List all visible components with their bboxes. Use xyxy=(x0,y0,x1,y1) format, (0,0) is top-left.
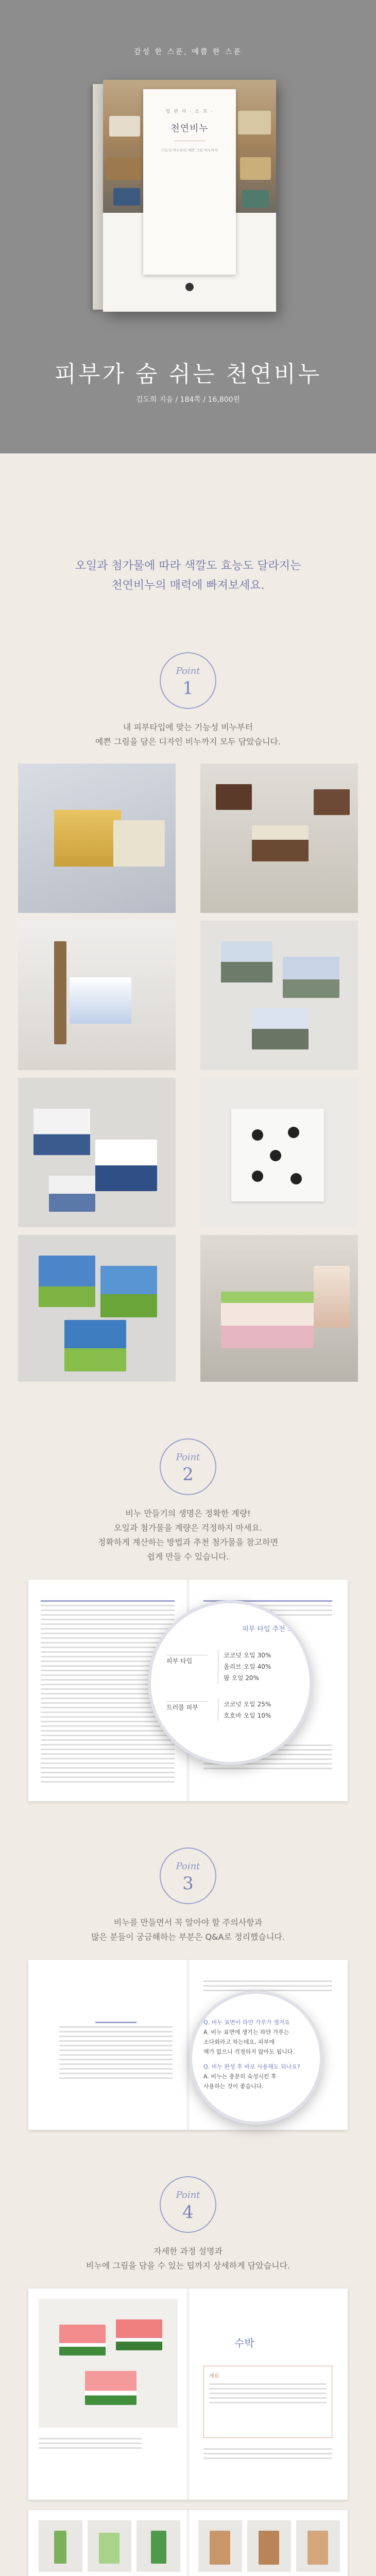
soap-bar xyxy=(221,1292,314,1348)
text-line xyxy=(203,2453,332,2454)
point-number: 1 xyxy=(182,678,194,699)
zoom-row: 코코넛 오일 30% xyxy=(224,1652,271,1659)
soap-bar xyxy=(216,784,252,810)
cover-title-card xyxy=(143,89,236,275)
point-number: 2 xyxy=(182,1464,194,1485)
text-line xyxy=(203,1980,332,1982)
table-line xyxy=(41,1772,175,1773)
table-line xyxy=(41,1628,175,1630)
spread-gutter xyxy=(187,2510,189,2576)
book-spread-process xyxy=(28,2289,348,2500)
table-line xyxy=(41,1767,175,1769)
left-page-caption xyxy=(39,2438,142,2452)
text-line xyxy=(59,2036,173,2037)
soap-dot xyxy=(290,1173,302,1184)
text-line xyxy=(59,2068,173,2070)
zoom-row: 팜 오일 20% xyxy=(224,1674,260,1682)
zoom-row: 피부 타입 추천 오일 xyxy=(242,1625,300,1633)
answer-text: 해가 없으니 걱정하지 않아도 됩니다. xyxy=(203,2048,295,2055)
answer-text: A. 비누는 충분히 숙성시킨 후 xyxy=(203,2073,277,2080)
text-line xyxy=(203,1768,332,1769)
soap-bar xyxy=(39,1256,95,1307)
table-line xyxy=(41,1642,175,1643)
table-line xyxy=(41,1725,175,1727)
soap-bar xyxy=(70,977,131,1024)
soap-bar xyxy=(252,1008,309,1049)
publisher-logo-icon xyxy=(185,283,194,291)
text-line xyxy=(95,2022,136,2023)
intro-section xyxy=(0,453,376,596)
soap-bar xyxy=(95,1140,157,1191)
answer-text: 사용하는 것이 좋습니다. xyxy=(203,2083,264,2090)
soap-bar xyxy=(314,1266,350,1328)
soap-bar xyxy=(151,2531,166,2564)
point-description-line: 비누에 그림을 담을 수 있는 팁까지 상세하게 담았습니다. xyxy=(86,2261,290,2270)
point-description-line: 자세한 과정 설명과 xyxy=(153,2246,223,2256)
soap-bar xyxy=(64,1320,126,1371)
table-line xyxy=(41,1776,175,1778)
point-number: 4 xyxy=(182,2202,194,2223)
soap-dot xyxy=(288,1127,299,1138)
magnifier-zoom xyxy=(148,1600,313,1765)
soap-photo xyxy=(200,1235,358,1382)
magnifier-zoom xyxy=(189,1991,323,2125)
text-line xyxy=(209,2383,327,2385)
point-description xyxy=(0,1506,376,1564)
intro-line-2: 천연비누의 매력에 빠져보세요. xyxy=(111,579,265,592)
point-3-section xyxy=(0,1848,376,2130)
answer-text: 소다회라고 하는데요, 피부에 xyxy=(203,2039,275,2045)
soap-bar xyxy=(113,820,165,867)
text-line xyxy=(203,2458,332,2459)
book-spread-measurement xyxy=(28,1580,348,1801)
soap-dot xyxy=(270,1150,281,1161)
text-line xyxy=(203,1985,332,1987)
table-line xyxy=(41,1744,175,1745)
book-spread-qna xyxy=(28,1960,348,2130)
step-photo xyxy=(136,2520,180,2572)
step-photo xyxy=(296,2520,340,2572)
table-line xyxy=(41,1753,175,1755)
soap-bar xyxy=(100,1266,157,1317)
soap-photo xyxy=(18,921,176,1070)
text-line xyxy=(203,1990,332,1991)
answer-text: A. 비누 표면에 생기는 하얀 가루는 xyxy=(203,2029,289,2036)
cover-kicker: 일 관 리 · 소 프 · xyxy=(165,109,214,114)
soap-bar xyxy=(314,789,350,815)
soap-bar xyxy=(307,2531,328,2565)
text-line xyxy=(203,2448,332,2450)
soap-bar xyxy=(283,957,339,998)
point-description xyxy=(0,1916,376,1944)
hero-tagline: 감성 한 스푼, 예쁨 한 스푼 xyxy=(134,48,242,56)
cover-subtitle: 기능성 비누부터 예쁜 그림 비누까지 xyxy=(161,148,218,152)
point-description-line: 예쁜 그림을 담은 디자인 비누까지 모두 담았습니다. xyxy=(95,737,281,747)
text-line xyxy=(59,2054,173,2056)
soap-photo xyxy=(18,1078,176,1227)
table-line xyxy=(41,1749,175,1750)
point-description-line: 내 피부타입에 맞는 기능성 비누부터 xyxy=(123,722,253,732)
point-2-section xyxy=(0,1438,376,1801)
table-line xyxy=(41,1647,175,1648)
soap-bar xyxy=(59,2325,106,2355)
soap-bar xyxy=(49,1176,95,1212)
cover-soap xyxy=(238,111,271,134)
text-line xyxy=(59,2031,173,2032)
text-line xyxy=(59,2026,173,2028)
point-number: 3 xyxy=(182,1873,194,1894)
soap-photo-grid xyxy=(0,764,376,1382)
point-description xyxy=(0,2244,376,2273)
point-4-section xyxy=(0,2176,376,2576)
zoom-row: 호호바 오일 10% xyxy=(224,1712,271,1719)
point-badge xyxy=(160,652,216,709)
spread-gutter xyxy=(187,2289,189,2500)
text-line xyxy=(59,2059,173,2060)
book-meta: 김도희 지음 / 184쪽 / 16,800원 xyxy=(135,396,241,404)
soap-bar xyxy=(259,2531,279,2565)
recipe-title: 수박 xyxy=(234,2337,254,2349)
question-text: Q. 비누 표면이 하얀 가루가 생겨요 xyxy=(203,2019,290,2026)
soap-bar xyxy=(33,1109,90,1155)
point-description-line: 많은 분들이 궁금해하는 부분은 Q&A로 정리했습니다. xyxy=(91,1932,285,1942)
soap-bar xyxy=(116,2319,162,2350)
cover-soap xyxy=(109,116,140,137)
text-line xyxy=(39,2447,142,2449)
soap-bar xyxy=(54,810,121,867)
soap-bar xyxy=(85,2371,136,2405)
table-line xyxy=(41,1781,175,1783)
hero-title: 피부가 숨 쉬는 천연비누 xyxy=(54,361,322,387)
soap-bar xyxy=(99,2533,119,2564)
table-line xyxy=(41,1730,175,1732)
right-page-text xyxy=(203,2448,332,2462)
soap-bar xyxy=(54,2531,66,2564)
soap-bar xyxy=(210,2531,230,2565)
book-spread-steps xyxy=(28,2510,348,2576)
point-badge xyxy=(160,2176,216,2233)
point-badge xyxy=(160,1848,216,1904)
point-description xyxy=(0,720,376,749)
book-cover-image xyxy=(93,80,283,312)
table-line xyxy=(41,1735,175,1736)
soap-dot xyxy=(252,1171,263,1182)
point-description-line: 오일과 첨가물을 계량은 걱정하지 마세요. xyxy=(113,1523,263,1533)
book-cover xyxy=(103,80,276,312)
left-page-text xyxy=(59,2022,173,2082)
table-line xyxy=(41,1637,175,1639)
text-line xyxy=(209,2393,327,2394)
hero-section xyxy=(0,0,376,453)
table-line xyxy=(41,1605,175,1606)
zoom-row: 코코넛 오일 25% xyxy=(224,1701,271,1708)
soap-photo xyxy=(200,764,358,913)
text-line xyxy=(59,2045,173,2046)
cover-soap xyxy=(242,190,269,208)
recipe-ingredients-box xyxy=(203,2366,332,2438)
zoom-label: 트러블 피부 xyxy=(166,1704,198,1711)
text-line xyxy=(39,2443,142,2444)
text-line xyxy=(59,2073,173,2074)
table-line xyxy=(41,1739,175,1741)
point-description-line: 비누를 만들면서 꼭 알아야 할 주의사항과 xyxy=(113,1918,263,1927)
table-line xyxy=(41,1633,175,1634)
text-line xyxy=(209,2397,327,2399)
soap-dot xyxy=(252,1129,263,1141)
table-line xyxy=(41,1762,175,1764)
intro-line-1: 오일과 첨가물에 따라 색깔도 효능도 달라지는 xyxy=(75,560,301,572)
soap-photo xyxy=(200,1078,358,1227)
point-word: Point xyxy=(176,1861,200,1872)
table-line xyxy=(41,1614,175,1616)
point-description-line: 쉽게 만들 수 있습니다. xyxy=(147,1552,229,1562)
ingredients-label: 재료 xyxy=(209,2374,219,2379)
zoom-row: 올리브 오일 40% xyxy=(224,1663,271,1670)
cover-title: 천연비누 xyxy=(170,123,209,134)
text-line xyxy=(59,2040,173,2042)
step-photo xyxy=(88,2520,131,2572)
spread-gutter xyxy=(187,1960,189,2130)
zoom-label: 피부 타입 xyxy=(166,1657,193,1665)
cover-soap xyxy=(113,188,140,206)
soap-bar xyxy=(54,941,66,1044)
text-line xyxy=(39,2438,142,2439)
watermelon-soap-photo xyxy=(39,2299,178,2428)
text-line xyxy=(59,2077,173,2079)
point-word: Point xyxy=(176,2190,200,2200)
step-photo xyxy=(247,2520,291,2572)
table-line xyxy=(41,1600,175,1602)
text-line xyxy=(209,2402,327,2403)
text-line xyxy=(59,2049,173,2051)
point-word: Point xyxy=(176,1452,200,1463)
table-line xyxy=(41,1758,175,1759)
question-text: Q. 비누 완성 후 바로 사용해도 되나요? xyxy=(203,2063,300,2070)
point-description-line: 비누 만들기의 생명은 정확한 계량! xyxy=(125,1509,251,1518)
cover-soap xyxy=(106,157,142,180)
soap-bar xyxy=(221,941,272,982)
cover-soap xyxy=(240,157,271,180)
table-line xyxy=(41,1721,175,1722)
soap-photo xyxy=(18,764,176,913)
text-line xyxy=(209,2388,327,2389)
step-photo xyxy=(39,2520,82,2572)
text-line xyxy=(59,2063,173,2065)
table-line xyxy=(41,1609,175,1611)
table-line xyxy=(41,1623,175,1625)
soap-bar xyxy=(252,825,309,861)
soap-photo xyxy=(18,1235,176,1382)
step-photo xyxy=(198,2520,242,2572)
soap-photo xyxy=(200,921,358,1070)
point-word: Point xyxy=(176,666,200,676)
table-line xyxy=(41,1619,175,1620)
point-1-section xyxy=(0,652,376,1382)
point-description-line: 정확하게 계산하는 방법과 추천 첨가물을 참고하면 xyxy=(97,1537,278,1547)
point-badge xyxy=(160,1438,216,1495)
